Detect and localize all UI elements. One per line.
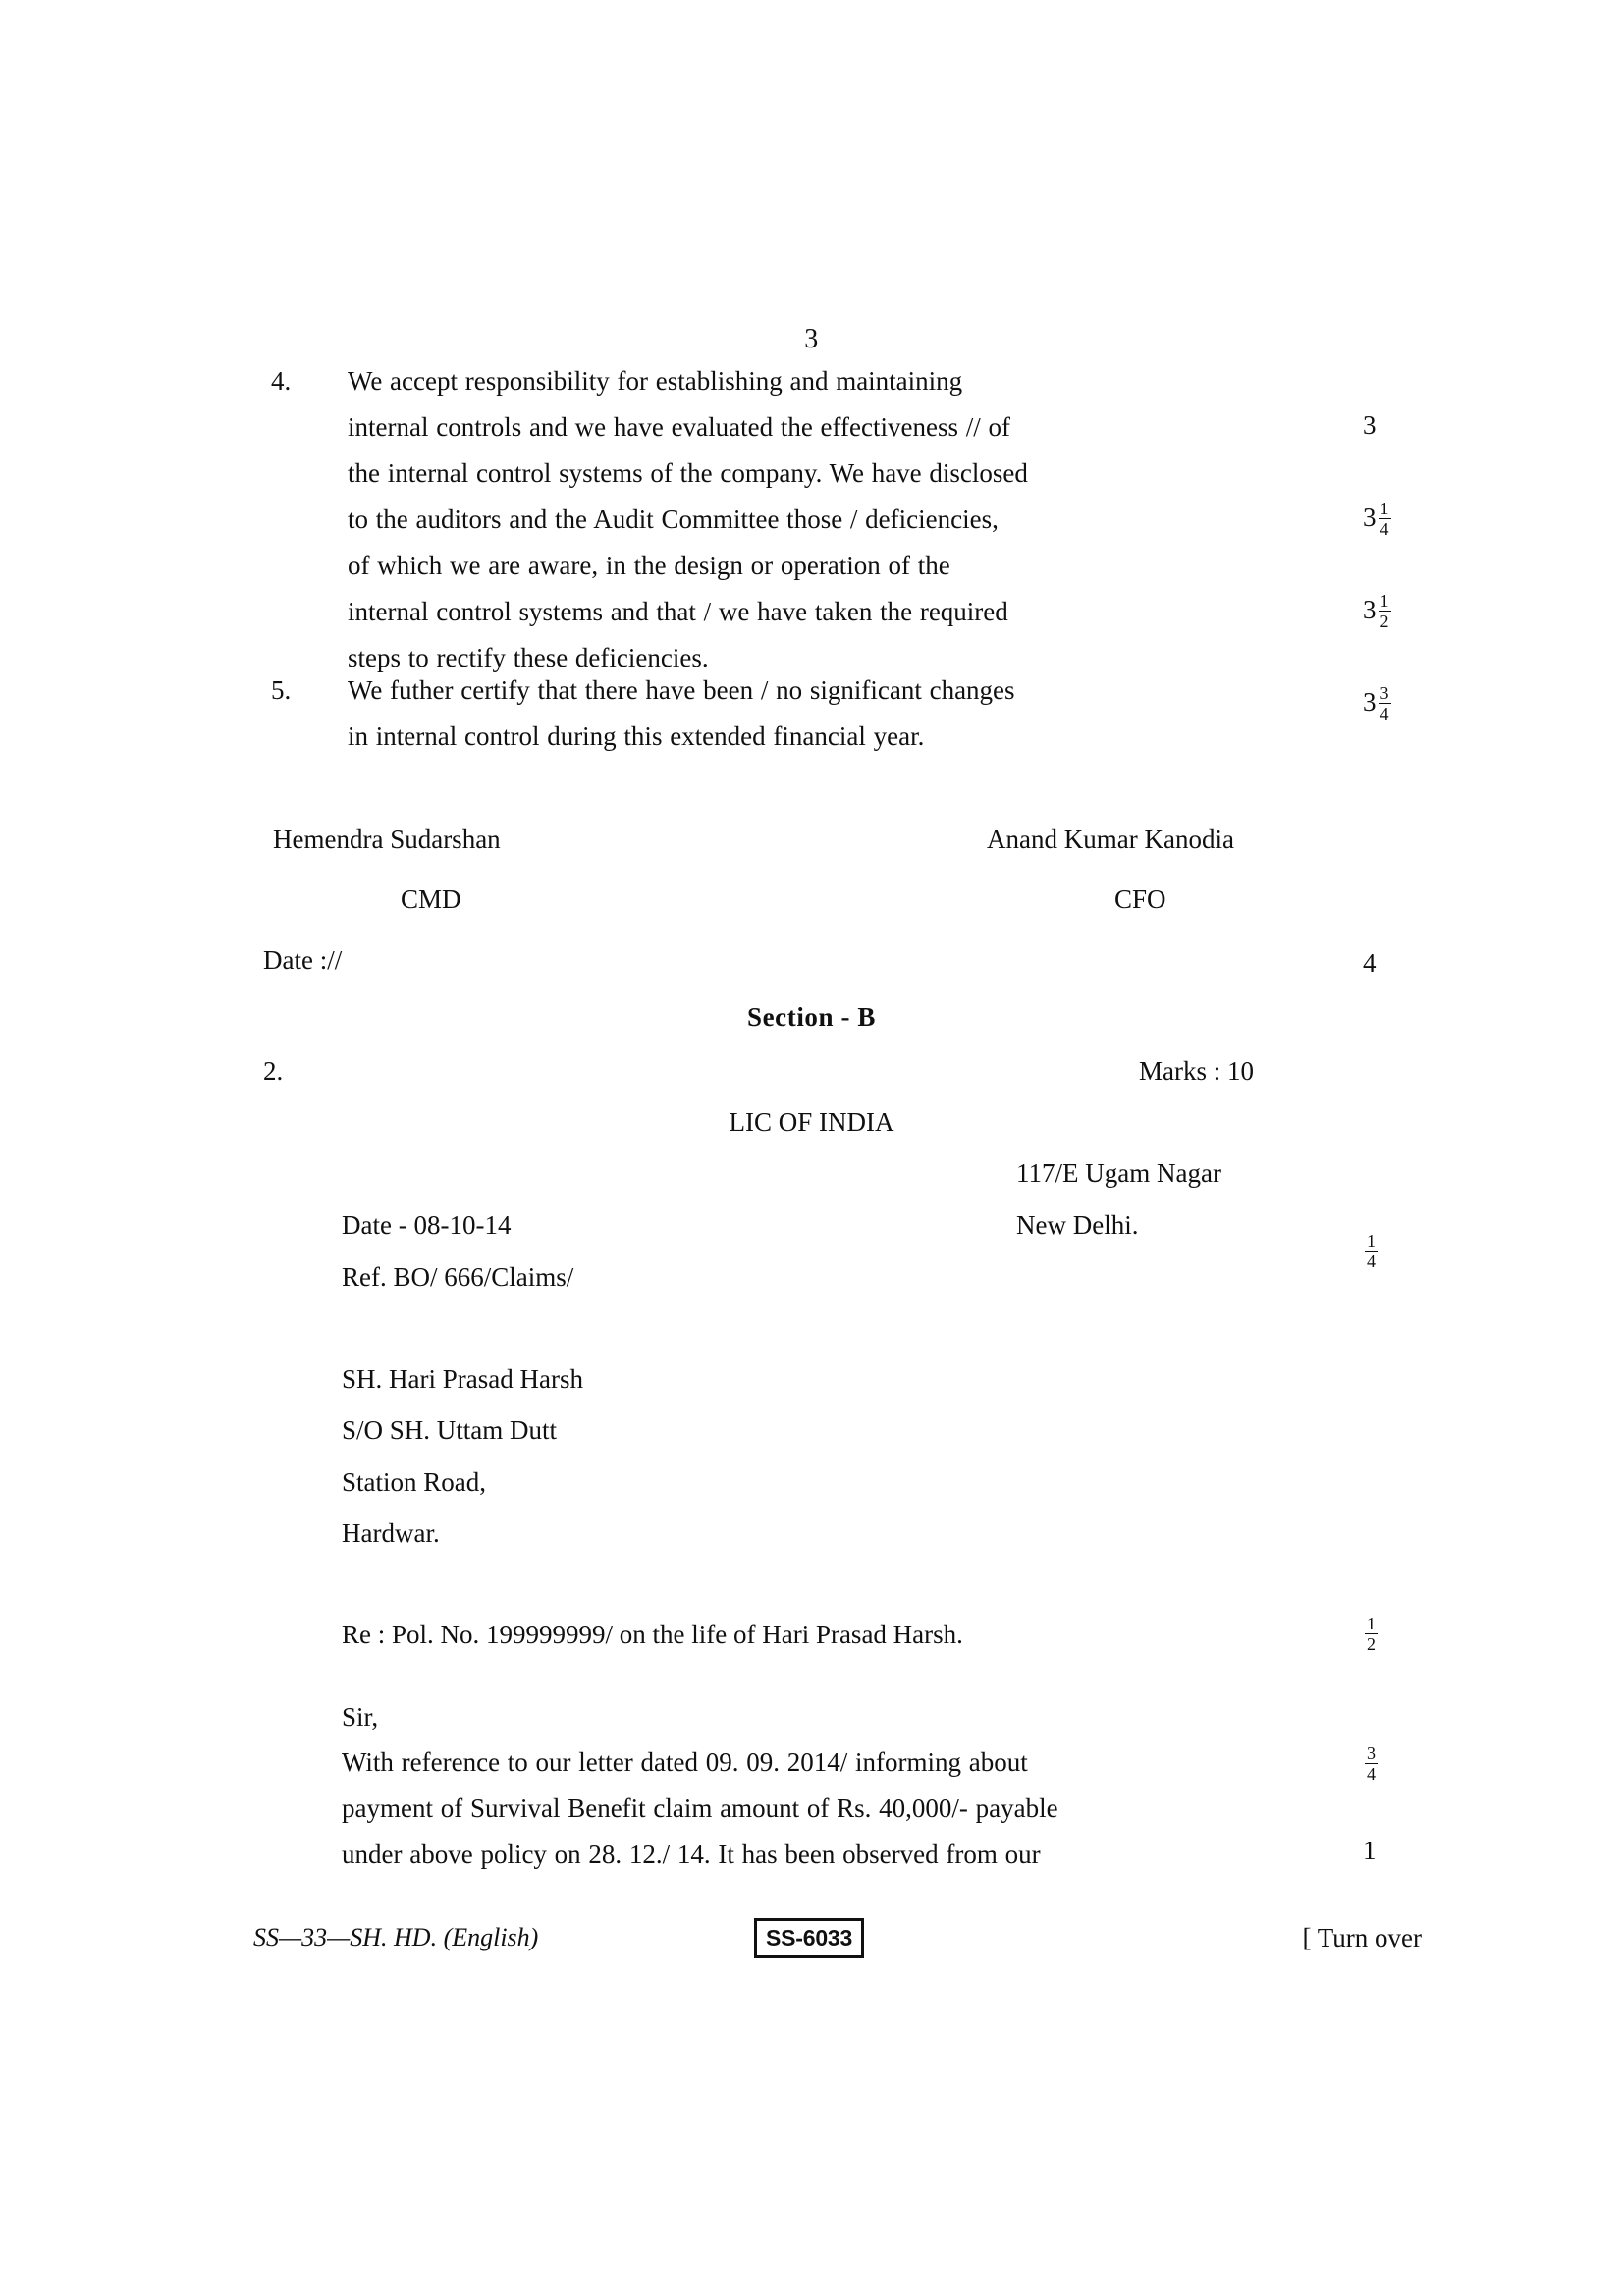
fraction-denominator: 4 <box>1367 1252 1376 1272</box>
letter-body-line-2: payment of Survival Benefit claim amount of Rs. 40,000/- payable <box>342 1793 1058 1823</box>
letter-subject: Re : Pol. No. 199999999/ on the life of Hari Prasad Harsh. <box>342 1620 963 1649</box>
mark-letter-head <box>1363 1227 1481 1273</box>
sender-address-line-1: 117/E Ugam Nagar <box>1016 1158 1221 1188</box>
letter-reference: Ref. BO/ 666/Claims/ <box>342 1262 574 1292</box>
item-4-line-6: internal control systems and that / we have taken the required <box>348 597 1008 626</box>
letter-salutation: Sir, <box>342 1702 379 1732</box>
item-4-line-3: the internal control systems of the company. We have disclosed <box>348 458 1028 488</box>
page-number: 3 <box>804 324 819 354</box>
signatory-right-name: Anand Kumar Kanodia <box>987 825 1234 854</box>
fraction <box>1379 592 1391 631</box>
mark-body-last <box>1363 1828 1481 1874</box>
question-2-number: 2. <box>263 1056 284 1086</box>
mark-item-4a <box>1363 402 1481 449</box>
mark-whole: 3 <box>1363 595 1377 624</box>
section-b-heading: Section - B <box>746 1002 877 1032</box>
fraction-numerator: 3 <box>1380 682 1389 703</box>
question-item-4 <box>271 358 1380 681</box>
signatory-left-title: CMD <box>401 884 461 914</box>
fraction-numerator: 1 <box>1380 498 1389 518</box>
item-4-line-7: steps to rectify these deficiencies. <box>348 643 709 672</box>
addressee-line-1: SH. Hari Prasad Harsh <box>342 1364 583 1394</box>
fraction-denominator: 2 <box>1367 1634 1376 1655</box>
item-5-body <box>348 667 1380 760</box>
question-item-5 <box>271 667 1380 760</box>
item-4-number: 4. <box>271 366 292 396</box>
item-4-line-2: internal controls and we have evaluated the effectiveness // of <box>348 412 1010 442</box>
fraction-numerator: 3 <box>1367 1742 1376 1763</box>
sender-address-line-2: New Delhi. <box>1016 1210 1139 1240</box>
letter-body-text <box>342 1739 1333 1878</box>
addressee-line-4: Hardwar. <box>342 1519 440 1548</box>
footer-turn-over: [ Turn over <box>1302 1923 1422 1952</box>
fraction-numerator: 1 <box>1367 1230 1376 1251</box>
item-4-line-5: of which we are aware, in the design or operation of the <box>348 551 950 580</box>
item-5-line-2: in internal control during this extended financial year. <box>348 721 925 751</box>
letter-body-line-3: under above policy on 28. 12./ 14. It has been observed from our <box>342 1840 1041 1869</box>
mark-item-4c <box>1363 587 1481 633</box>
date-line: Date :// <box>263 945 343 975</box>
signatory-left-name: Hemendra Sudarshan <box>273 825 501 854</box>
fraction <box>1365 1232 1378 1271</box>
mark-whole: 3 <box>1363 410 1377 440</box>
fraction <box>1379 684 1391 723</box>
mark-item-5 <box>1363 679 1481 725</box>
letter-date: Date - 08-10-14 <box>342 1210 512 1240</box>
fraction-denominator: 4 <box>1380 519 1389 540</box>
fraction-denominator: 4 <box>1367 1764 1376 1785</box>
letter-body <box>342 1739 1333 1878</box>
fraction-denominator: 2 <box>1380 612 1389 632</box>
letter-company-name: LIC OF INDIA <box>729 1107 894 1137</box>
fraction <box>1379 500 1391 539</box>
item-5-number: 5. <box>271 675 292 705</box>
mark-subject-line <box>1363 1610 1481 1656</box>
item-4-body <box>348 358 1380 681</box>
footer-paper-code: SS—33—SH. HD. (English) <box>253 1923 539 1951</box>
mark-whole: 3 <box>1363 687 1377 717</box>
signatory-right-title: CFO <box>1114 884 1166 914</box>
item-4-line-4: to the auditors and the Audit Committee those / deficiencies, <box>348 505 999 534</box>
footer-code-box: SS-6033 <box>754 1918 864 1958</box>
letter-body-line-1: With reference to our letter dated 09. 09. 2014/ informing about <box>342 1747 1028 1777</box>
page-footer <box>253 1916 1422 1967</box>
fraction-denominator: 4 <box>1380 704 1389 724</box>
mark-whole: 3 <box>1363 503 1377 532</box>
mark-whole: 4 <box>1363 948 1377 978</box>
addressee-line-2: S/O SH. Uttam Dutt <box>342 1415 558 1445</box>
fraction <box>1365 1744 1378 1784</box>
item-4-line-1: We accept responsibility for establishing and maintaining <box>348 366 963 396</box>
fraction-numerator: 1 <box>1380 590 1389 611</box>
fraction <box>1365 1615 1378 1654</box>
mark-whole: 1 <box>1363 1836 1377 1865</box>
fraction-numerator: 1 <box>1367 1613 1376 1633</box>
addressee-line-3: Station Road, <box>342 1468 486 1497</box>
mark-date-line <box>1363 940 1481 987</box>
item-5-line-1: We futher certify that there have been / no significant changes <box>348 675 1015 705</box>
mark-item-4b <box>1363 495 1481 541</box>
mark-body-para <box>1363 1739 1481 1786</box>
marks-label: Marks : 10 <box>1139 1056 1254 1086</box>
